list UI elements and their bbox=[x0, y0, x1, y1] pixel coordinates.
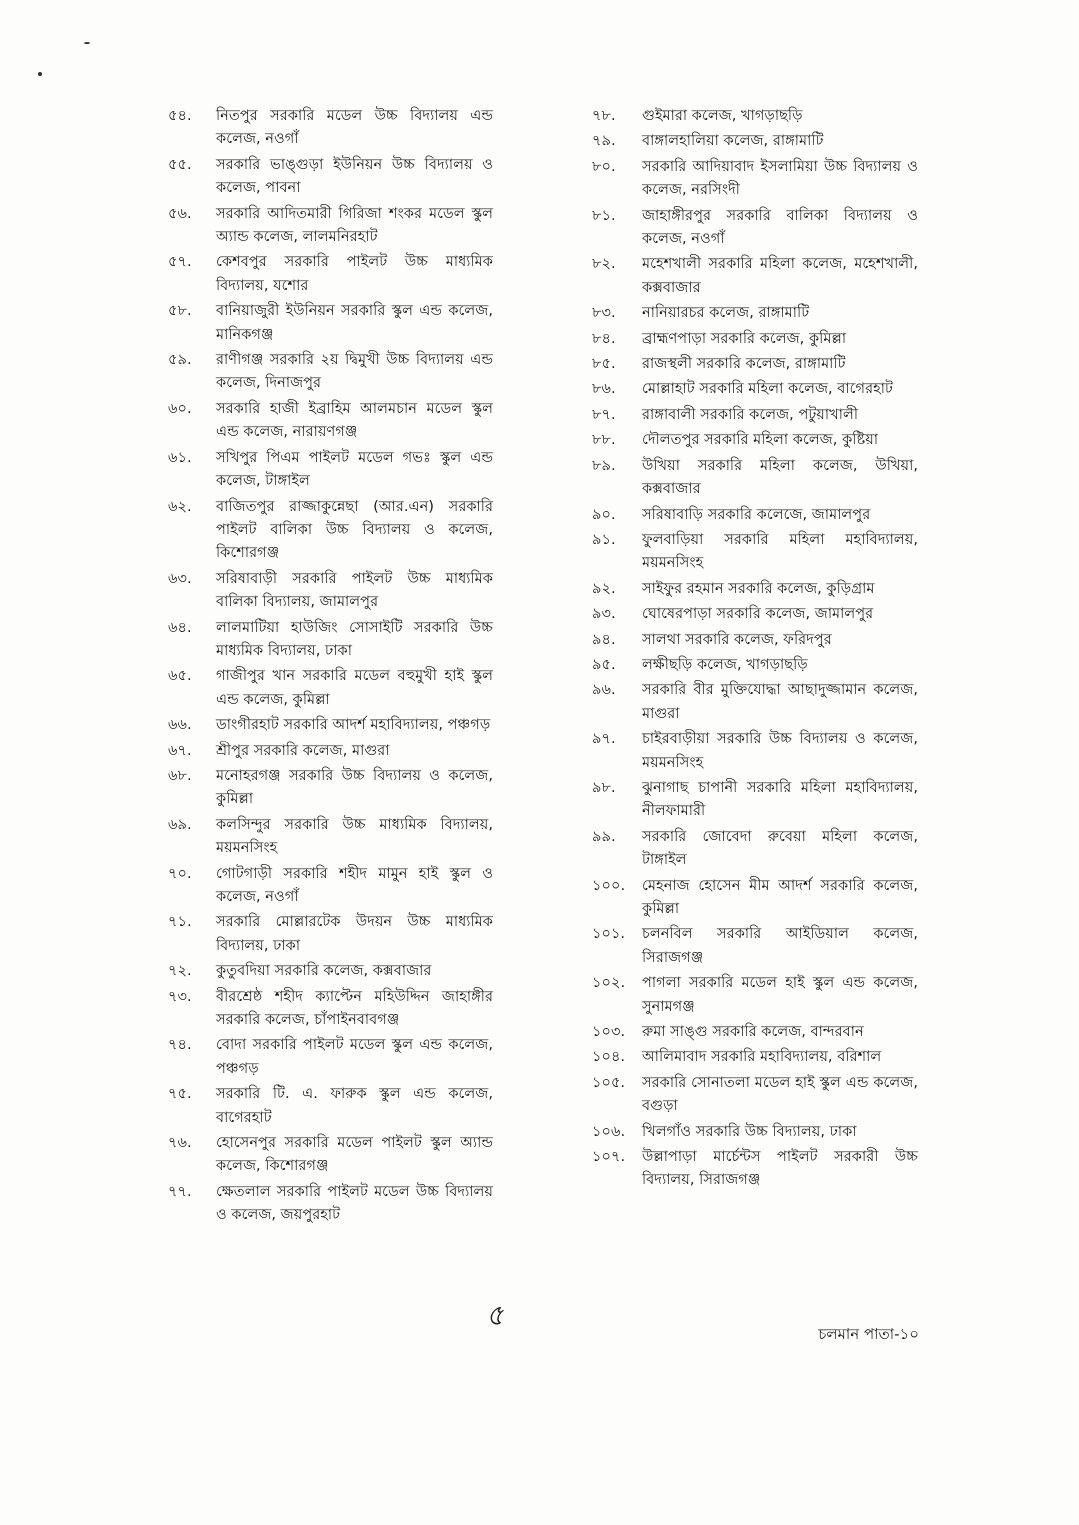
list-item bbox=[168, 495, 493, 565]
institution-name: কলসিন্দুর সরকারি উচ্চ মাধ্যমিক বিদ্যালয়, ময়মনসিংহ bbox=[216, 815, 493, 857]
right-column-list bbox=[592, 104, 918, 1194]
item-number: ১০৭. bbox=[592, 1148, 626, 1166]
institution-name: মোল্লাহাট সরকারি মহিলা কলেজ, বাগেরহাট bbox=[642, 380, 893, 398]
institution-name: রাণীগঞ্জ সরকারি ২য় দ্বিমুখী উচ্চ বিদ্যালয় এন্ড কলেজ, দিনাজপুর bbox=[216, 351, 493, 392]
item-number: ৯৯. bbox=[592, 827, 616, 845]
list-item bbox=[592, 155, 918, 202]
item-number: ১০৪. bbox=[592, 1048, 626, 1066]
institution-name: কেশবপুর সরকারি পাইলট উচ্চ মাধ্যমিক বিদ্যালয়, যশোর bbox=[216, 253, 493, 294]
item-number: ৮০. bbox=[592, 157, 616, 175]
item-number: ৫৬. bbox=[168, 204, 192, 222]
item-number: ৮১. bbox=[592, 206, 616, 224]
institution-name: উখিয়া সরকারি মহিলা কলেজ, উখিয়া, কক্সবাজার bbox=[642, 456, 918, 498]
list-item bbox=[592, 204, 918, 251]
institution-name: নানিয়ারচর কলেজ, রাঙ্গামাটি bbox=[642, 304, 810, 322]
item-number: ৮৬. bbox=[592, 380, 616, 398]
item-number: ১০১. bbox=[592, 925, 626, 943]
left-column-list bbox=[168, 104, 493, 1229]
list-item bbox=[168, 397, 493, 444]
institution-name: সরকারি ভাঙ্গুড়া ইউনিয়ন উচ্চ বিদ্যালয় ও কলেজ, পাবনা bbox=[216, 155, 493, 197]
item-number: ৮৭. bbox=[592, 405, 616, 423]
list-item bbox=[592, 428, 918, 451]
institution-name: সালথা সরকারি কলেজ, ফরিদপুর bbox=[642, 630, 832, 648]
list-item bbox=[592, 301, 918, 324]
item-number: ৮৫. bbox=[592, 355, 616, 373]
institution-name: দৌলতপুর সরকারি মহিলা কলেজ, কুষ্টিয়া bbox=[642, 431, 879, 449]
institution-name: কুতুবদিয়া সরকারি কলেজ, কক্সবাজার bbox=[216, 962, 432, 980]
list-item bbox=[592, 922, 918, 969]
item-number: ৯২. bbox=[592, 579, 616, 597]
institution-name: হোসেনপুর সরকারি মডেল পাইলট স্কুল অ্যান্ড কলেজ, কিশোরগঞ্জ bbox=[216, 1134, 493, 1175]
list-item bbox=[592, 1045, 918, 1068]
institution-name: সরকারি জোবেদা রুবেয়া মহিলা কলেজ, টাঙ্গাইল bbox=[642, 827, 918, 869]
list-item bbox=[592, 454, 918, 501]
item-number: ৯৭. bbox=[592, 730, 616, 748]
institution-name: খিলগাঁও সরকারি উচ্চ বিদ্যালয়, ঢাকা bbox=[642, 1122, 857, 1140]
institution-name: রাঙ্গাবালী সরকারি কলেজ, পটুয়াখালী bbox=[642, 405, 858, 423]
list-item bbox=[592, 678, 918, 725]
item-number: ১০০. bbox=[592, 876, 626, 894]
list-item bbox=[168, 250, 493, 297]
list-item bbox=[592, 577, 918, 600]
item-number: ৮৩. bbox=[592, 304, 616, 322]
item-number: ৫৪. bbox=[168, 107, 192, 124]
list-item bbox=[168, 910, 493, 957]
institution-name: নিতপুর সরকারি মডেল উচ্চ বিদ্যালয় এন্ড কলেজ, নওগাঁ bbox=[216, 107, 493, 148]
list-item bbox=[168, 862, 493, 909]
item-number: ১০৫. bbox=[592, 1073, 626, 1091]
scan-speck bbox=[84, 42, 90, 44]
institution-name: ক্ষেতলাল সরকারি পাইলট মডেল উচ্চ বিদ্যালয় ও কলেজ, জয়পুরহাট bbox=[216, 1182, 493, 1224]
item-number: ৬৬. bbox=[168, 716, 192, 734]
item-number: ৬৫. bbox=[168, 667, 192, 685]
list-item bbox=[168, 202, 493, 249]
institution-name: লালমাটিয়া হাউজিং সোসাইটি সরকারি উচ্চ মাধ্যমিক বিদ্যালয়, ঢাকা bbox=[216, 618, 493, 659]
list-item bbox=[168, 348, 493, 395]
list-item bbox=[592, 104, 918, 127]
institution-name: লক্ষীছড়ি কলেজ, খাগড়াছড়ি bbox=[642, 655, 808, 673]
list-item bbox=[592, 1145, 918, 1192]
item-number: ৯৪. bbox=[592, 630, 616, 648]
list-item bbox=[592, 628, 918, 651]
item-number: ৬৯. bbox=[168, 815, 192, 833]
institution-name: সরকারি আদিতমারী গিরিজা শংকর মডেল স্কুল অ্যান্ড কলেজ, লালমনিরহাট bbox=[216, 204, 493, 246]
list-item bbox=[168, 764, 493, 811]
institution-name: রাজস্থলী সরকারি কলেজ, রাঙ্গামাটি bbox=[642, 355, 846, 373]
institution-name: ঝুনাগাছ চাপানী সরকারি মহিলা মহাবিদ্যালয়, নীলফামারী bbox=[642, 778, 918, 820]
item-number: ৯৫. bbox=[592, 655, 616, 673]
item-number: ৭২. bbox=[168, 962, 192, 980]
list-item bbox=[592, 503, 918, 526]
institution-name: সরকারি আদিয়াবাদ ইসলামিয়া উচ্চ বিদ্যালয় ও কলেজ, নরসিংদী bbox=[642, 157, 918, 199]
list-item bbox=[168, 985, 493, 1032]
institution-name: সরকারি হাজী ইব্রাহিম আলমচান মডেল স্কুল এন্ড কলেজ, নারায়ণগঞ্জ bbox=[216, 399, 493, 441]
list-item bbox=[168, 567, 493, 614]
list-item bbox=[592, 776, 918, 823]
institution-name: ঘোষেরপাড়া সরকারি কলেজ, জামালপুর bbox=[642, 605, 874, 623]
institution-name: উল্লাপাড়া মার্চেন্টস পাইলট সরকারী উচ্চ বিদ্যালয়, সিরাজগঞ্জ bbox=[642, 1148, 918, 1189]
list-item bbox=[592, 825, 918, 872]
item-number: ৯০. bbox=[592, 505, 616, 523]
item-number: ৫৮. bbox=[168, 302, 192, 320]
list-item bbox=[168, 153, 493, 200]
item-number: ৫৫. bbox=[168, 155, 192, 173]
item-number: ১০২. bbox=[592, 974, 626, 992]
list-item bbox=[592, 403, 918, 426]
list-item bbox=[592, 874, 918, 921]
item-number: ৮২. bbox=[592, 255, 616, 273]
institution-name: মহেশখালী সরকারি মহিলা কলেজ, মহেশখালী, কক্সবাজার bbox=[642, 255, 918, 296]
list-item bbox=[592, 252, 918, 299]
institution-name: বোদা সরকারি পাইলট মডেল স্কুল এন্ড কলেজ, পঞ্চগড় bbox=[216, 1036, 493, 1077]
institution-name: চলনবিল সরকারি আইডিয়াল কলেজ, সিরাজগঞ্জ bbox=[642, 925, 918, 966]
institution-name: গোটগাড়ী সরকারি শহীদ মামুন হাই স্কুল ও কলেজ, নওগাঁ bbox=[216, 864, 493, 905]
list-item bbox=[168, 1131, 493, 1178]
list-item bbox=[592, 352, 918, 375]
item-number: ৯৩. bbox=[592, 605, 616, 623]
item-number: ৫৯. bbox=[168, 351, 192, 369]
item-number: ৬২. bbox=[168, 497, 192, 515]
list-item bbox=[592, 377, 918, 400]
institution-name: সরকারি মোল্লারটেক উদয়ন উচ্চ মাধ্যমিক বিদ্যালয়, ঢাকা bbox=[216, 913, 493, 954]
list-item bbox=[168, 739, 493, 762]
item-number: ৯৬. bbox=[592, 681, 616, 699]
item-number: ৮৯. bbox=[592, 456, 616, 474]
institution-name: মেহনাজ হোসেন মীম আদর্শ সরকারি কলেজ, কুমিল্লা bbox=[642, 876, 918, 917]
item-number: ৮৪. bbox=[592, 329, 616, 347]
list-item bbox=[592, 528, 918, 575]
item-number: ১০৩. bbox=[592, 1023, 626, 1041]
item-number: ৭৯. bbox=[592, 132, 616, 150]
list-item bbox=[592, 971, 918, 1018]
list-item bbox=[168, 664, 493, 711]
item-number: ৭৮. bbox=[592, 107, 616, 124]
institution-name: সাইফুর রহমান সরকারি কলেজ, কুড়িগ্রাম bbox=[642, 579, 875, 597]
list-item bbox=[168, 813, 493, 860]
institution-name: সরকারি বীর মুক্তিযোদ্ধা আছাদুজ্জামান কলেজ, মাগুরা bbox=[642, 681, 918, 722]
item-number: ৬০. bbox=[168, 399, 192, 417]
list-item bbox=[168, 616, 493, 663]
institution-name: সরিষাবাড়ি সরকারি কলেজে, জামালপুর bbox=[642, 505, 871, 523]
institution-name: বীরশ্রেষ্ঠ শহীদ ক্যাপ্টেন মহিউদ্দিন জাহাঙ্গীর সরকারি কলেজ, চাঁপাইনবাবগঞ্জ bbox=[216, 987, 493, 1029]
list-item bbox=[592, 727, 918, 774]
institution-name: চাইরবাড়ীয়া সরকারি উচ্চ বিদ্যালয় ও কলেজ, ময়মনসিংহ bbox=[642, 730, 918, 771]
institution-name: ডাংগীরহাট সরকারি আদর্শ মহাবিদ্যালয়, পঞ্চগড় bbox=[216, 716, 491, 734]
institution-name: সরিষাবাড়ী সরকারি পাইলট উচ্চ মাধ্যমিক বালিকা বিদ্যালয়, জামালপুর bbox=[216, 569, 493, 611]
institution-name: ব্রাহ্মণপাড়া সরকারি কলেজ, কুমিল্লা bbox=[642, 329, 847, 347]
item-number: ৭৩. bbox=[168, 987, 192, 1005]
institution-name: রুমা সাঙ্গু সরকারি কলেজ, বান্দরবান bbox=[642, 1023, 864, 1041]
list-item bbox=[168, 713, 493, 736]
institution-name: আলিমাবাদ সরকারি মহাবিদ্যালয়, বরিশাল bbox=[642, 1048, 882, 1066]
institution-name: গাজীপুর খান সরকারি মডেল বহুমুখী হাই স্কুল এন্ড কলেজ, কুমিল্লা bbox=[216, 667, 493, 708]
list-item bbox=[168, 446, 493, 493]
institution-name: সরকারি সোনাতলা মডেল হাই স্কুল এন্ড কলেজ, বগুড়া bbox=[642, 1073, 918, 1115]
institution-name: মনোহরগঞ্জ সরকারি উচ্চ বিদ্যালয় ও কলেজ, কুমিল্লা bbox=[216, 766, 493, 808]
list-item bbox=[592, 653, 918, 676]
item-number: ৭৭. bbox=[168, 1182, 192, 1200]
institution-name: জাহাঙ্গীরপুর সরকারি বালিকা বিদ্যালয় ও কলেজ, নওগাঁ bbox=[642, 206, 918, 248]
item-number: ৯৮. bbox=[592, 778, 616, 796]
item-number: ৭১. bbox=[168, 913, 192, 931]
list-item bbox=[168, 959, 493, 982]
item-number: ৭৪. bbox=[168, 1036, 192, 1054]
institution-name: ফুলবাড়িয়া সরকারি মহিলা মহাবিদ্যালয়, ময়মনসিংহ bbox=[642, 530, 918, 572]
item-number: ৭০. bbox=[168, 864, 192, 882]
scan-speck bbox=[38, 72, 42, 76]
list-item bbox=[168, 1180, 493, 1227]
list-item bbox=[168, 104, 493, 151]
institution-name: পাগলা সরকারি মডেল হাই স্কুল এন্ড কলেজ, সুনামগঞ্জ bbox=[642, 974, 918, 1015]
item-number: ৯১. bbox=[592, 530, 616, 548]
list-item bbox=[592, 1120, 918, 1143]
list-item bbox=[168, 299, 493, 346]
list-item bbox=[592, 1020, 918, 1043]
item-number: ৭৬. bbox=[168, 1134, 192, 1152]
institution-name: সখিপুর পিএম পাইলট মডেল গভঃ স্কুল এন্ড কলেজ, টাঙ্গাইল bbox=[216, 448, 493, 490]
item-number: ১০৬. bbox=[592, 1122, 626, 1140]
institution-name: গুইমারা কলেজ, খাগড়াছড়ি bbox=[642, 107, 803, 124]
list-item bbox=[168, 1033, 493, 1080]
page-number-handwritten: ৫ bbox=[483, 1297, 507, 1334]
list-item bbox=[592, 1071, 918, 1118]
continuation-note: চলমান পাতা-১০ bbox=[818, 1325, 919, 1343]
item-number: ৬৭. bbox=[168, 741, 192, 759]
item-number: ৬১. bbox=[168, 448, 192, 466]
institution-name: বানিয়াজুরী ইউনিয়ন সরকারি স্কুল এন্ড কলেজ, মানিকগঞ্জ bbox=[216, 302, 493, 343]
item-number: ৬৪. bbox=[168, 618, 192, 636]
item-number: ৫৭. bbox=[168, 253, 192, 271]
item-number: ৬৮. bbox=[168, 766, 192, 784]
list-item bbox=[592, 602, 918, 625]
institution-name: সরকারি টি. এ. ফারুক স্কুল এন্ড কলেজ, বাগেরহাট bbox=[216, 1085, 493, 1126]
item-number: ৮৮. bbox=[592, 431, 616, 449]
item-number: ৭৫. bbox=[168, 1085, 192, 1103]
list-item bbox=[592, 327, 918, 350]
list-item bbox=[592, 129, 918, 152]
list-item bbox=[168, 1082, 493, 1129]
item-number: ৬৩. bbox=[168, 569, 192, 587]
institution-name: বাজিতপুর রাজ্জাকুন্নেছা (আর.এন) সরকারি পাইলট বালিকা উচ্চ বিদ্যালয় ও কলেজ, কিশোরগঞ্জ bbox=[216, 497, 493, 562]
institution-name: বাঙ্গালহালিয়া কলেজ, রাঙ্গামাটি bbox=[642, 132, 824, 150]
institution-name: শ্রীপুর সরকারি কলেজ, মাগুরা bbox=[216, 741, 390, 759]
